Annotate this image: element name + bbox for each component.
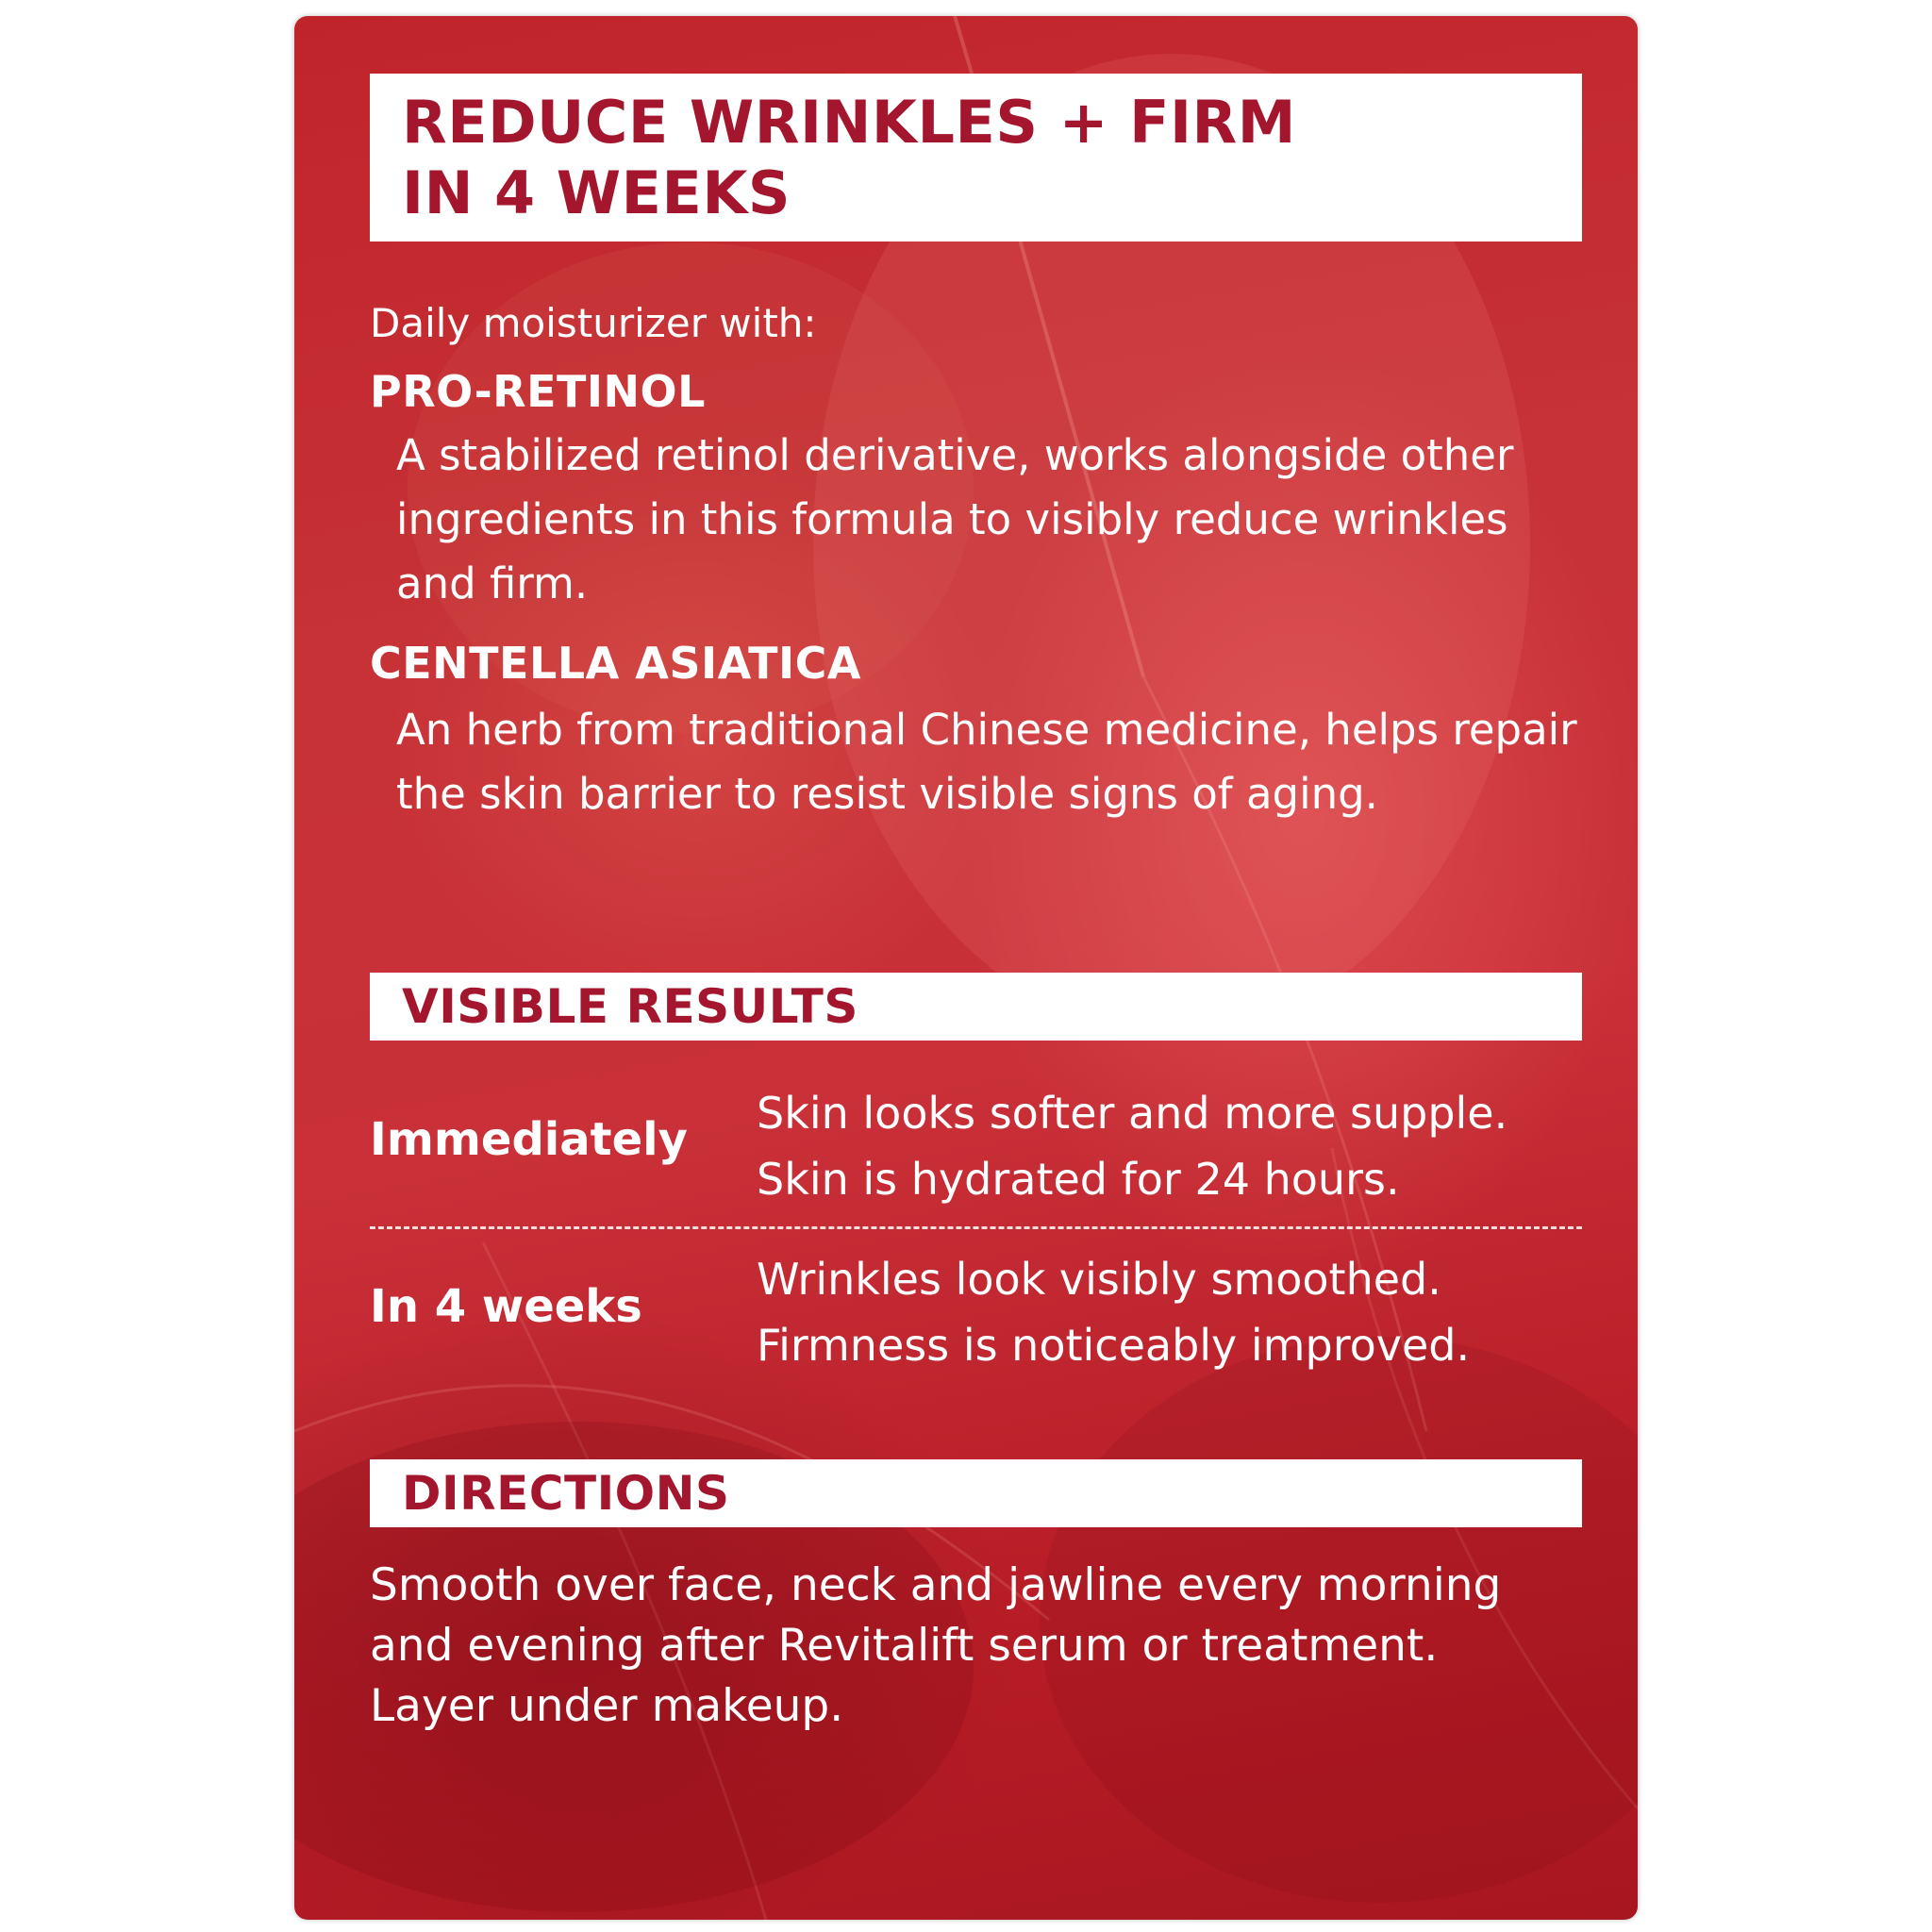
result-label-in-4-weeks: In 4 weeks	[370, 1280, 642, 1333]
headline-box	[370, 74, 1582, 242]
headline-line-2: IN 4 WEEKS	[402, 158, 791, 227]
directions-text: Smooth over face, neck and jawline every morning and evening after Revitalift serum or treatment. Layer under makeup.	[370, 1559, 1502, 1732]
result-line: Wrinkles look visibly smoothed.	[757, 1254, 1441, 1305]
visible-results-title: VISIBLE RESULTS	[402, 979, 858, 1034]
result-line: Firmness is noticeably improved.	[757, 1320, 1471, 1371]
results-divider	[370, 1226, 1582, 1229]
result-line: Skin is hydrated for 24 hours.	[757, 1154, 1400, 1205]
headline	[402, 87, 1296, 228]
result-label-immediately: Immediately	[370, 1113, 688, 1166]
result-lines-immediately	[757, 1080, 1606, 1212]
visible-results-header	[370, 973, 1582, 1041]
intro-text: Daily moisturizer with:	[370, 300, 817, 346]
ingredient-description-pro-retinol: A stabilized retinol derivative, works alongside other ingredients in this formula to visibly reduce wrinkles and firm.	[396, 430, 1514, 608]
ingredient-name-pro-retinol: PRO-RETINOL	[370, 366, 706, 417]
result-lines-in-4-weeks	[757, 1246, 1606, 1378]
product-panel	[294, 16, 1638, 1920]
ingredient-name-centella-asiatica: CENTELLA ASIATICA	[370, 638, 861, 689]
directions-title: DIRECTIONS	[402, 1466, 730, 1521]
directions-header	[370, 1459, 1582, 1527]
result-line: Skin looks softer and more supple.	[757, 1088, 1508, 1139]
headline-line-1: REDUCE WRINKLES + FIRM	[402, 88, 1296, 157]
ingredient-description-centella-asiatica: An herb from traditional Chinese medicine, helps repair the skin barrier to resist visible signs of aging.	[396, 705, 1577, 819]
